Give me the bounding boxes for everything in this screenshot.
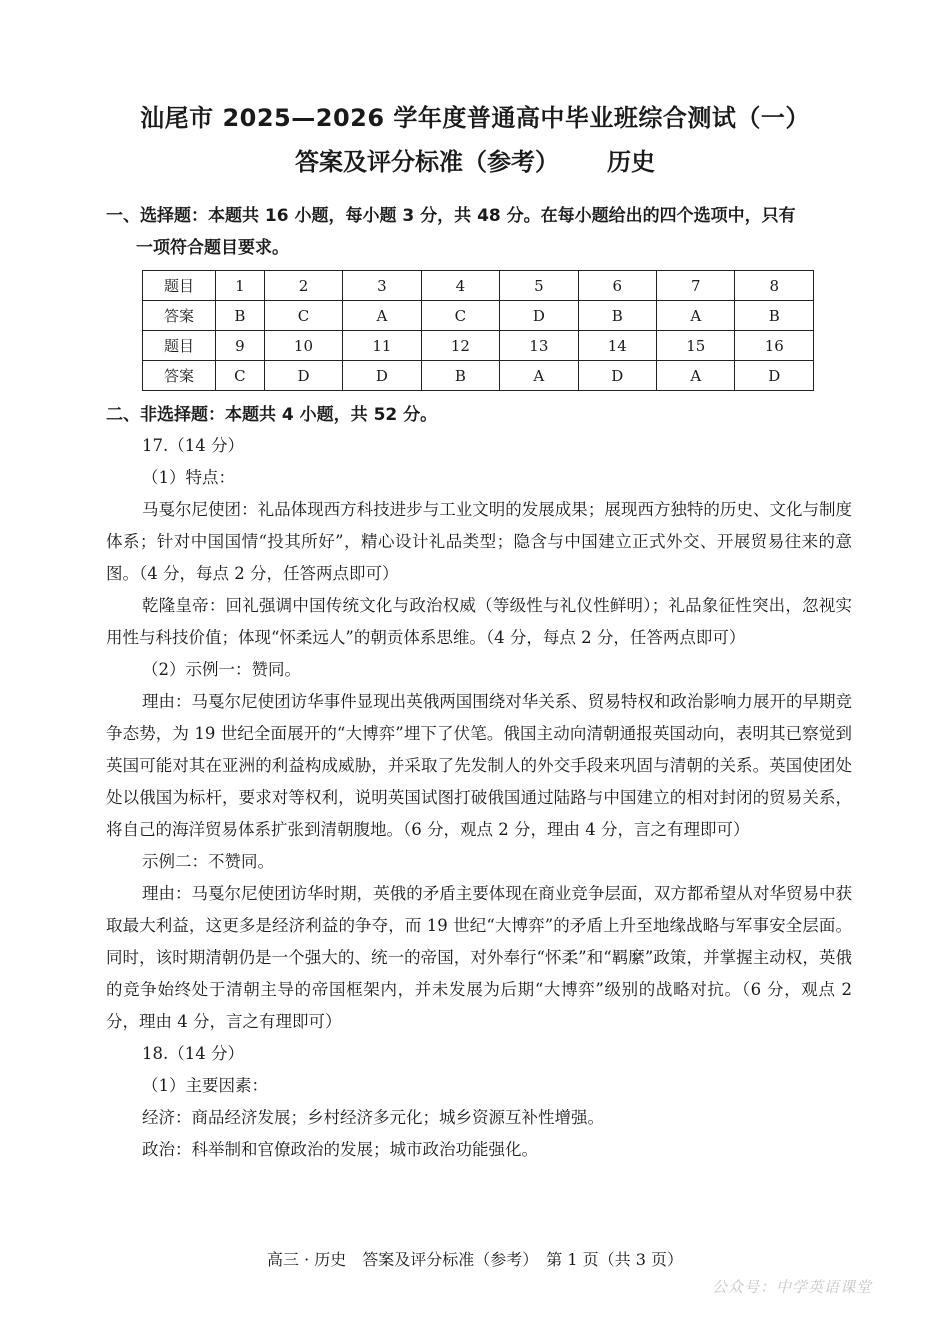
table-cell: 14 [578,331,656,361]
answer-table [142,270,814,391]
document-subtitle [0,142,950,177]
section1-line1: 一、选择题：本题共 16 小题，每小题 3 分，共 48 分。在每小题给出的四个选项中，只有 [106,206,796,226]
table-row [143,361,814,391]
table-cell: B [421,361,499,391]
document-title: 汕尾市 2025—2026 学年度普通高中毕业班综合测试（一） [140,104,810,132]
table-cell: 1 [216,271,265,301]
table-cell: 15 [657,331,735,361]
answer-body [106,430,852,1166]
table-cell: 4 [421,271,499,301]
table-cell: B [216,301,265,331]
subject-label: 历史 [607,148,655,176]
table-cell: 12 [421,331,499,361]
table-cell: 8 [735,271,814,301]
table-cell: 6 [578,271,656,301]
table-cell: 5 [500,271,578,301]
table-cell: C [216,361,265,391]
table-row [143,301,814,331]
section1-heading [106,200,856,264]
subtitle-text: 答案及评分标准（参考） [295,148,559,176]
table-cell: 答案 [143,301,216,331]
table-cell: 11 [343,331,421,361]
page-footer: 高三 · 历史 答案及评分标准（参考） 第 1 页（共 3 页） [267,1250,683,1269]
table-cell: A [500,361,578,391]
table-cell: A [343,301,421,331]
table-cell: 9 [216,331,265,361]
table-cell: 题目 [143,271,216,301]
q18-heading: 18.（14 分） [142,1044,244,1063]
table-cell: 题目 [143,331,216,361]
table-cell: 答案 [143,361,216,391]
table-cell: C [421,301,499,331]
table-cell: 7 [657,271,735,301]
table-cell: D [735,361,814,391]
table-row [143,271,814,301]
q18-part1-label: （1）主要因素： [142,1076,268,1095]
table-cell: D [578,361,656,391]
table-cell: D [343,361,421,391]
table-cell: 10 [264,331,342,361]
q17-macartney-paragraph: 马戛尔尼使团：礼品体现西方科技进步与工业文明的发展成果；展现西方独特的历史、文化与制度体系；针对中国国情“投其所好”，精心设计礼品类型；隐含与中国建立正式外交、开展贸易往来的意图。（4 分，每点 2 分，任答两点即可） [106,500,852,583]
table-row [143,331,814,361]
section1-line2: 一项符合题目要求。 [136,238,289,258]
table-cell: A [657,301,735,331]
q17-reason2-paragraph: 理由：马戛尔尼使团访华时期，英俄的矛盾主要体现在商业竞争层面，双方都希望从对华贸易中获取最大利益，这更多是经济利益的争夺，而 19 世纪“大博弈”的矛盾上升至地缘战略与军事安全层面。同时，该时期清朝仍是一个强大的、统一的帝国，对外奉行“怀柔”和“羁縻”政策，并掌握主动权，英俄的竞争始终处于清朝主导的帝国框架内，并未发展为后期“大博弈”级别的战略对抗。（6 分，观点 2 分，理由 4 分，言之有理即可） [106,884,852,1031]
q17-part1-label: （1）特点： [142,468,235,487]
table-cell: 2 [264,271,342,301]
table-cell: A [657,361,735,391]
q18-politics-line: 政治：科举制和官僚政治的发展；城市政治功能强化。 [142,1140,538,1159]
table-cell: 13 [500,331,578,361]
q17-heading: 17.（14 分） [142,436,244,455]
q18-economy-line: 经济：商品经济发展；乡村经济多元化；城乡资源互补性增强。 [142,1108,604,1127]
table-cell: D [264,361,342,391]
table-cell: D [500,301,578,331]
q17-example2-label: 示例二：不赞同。 [142,852,274,871]
section2-heading: 二、非选择题：本题共 4 小题，共 52 分。 [106,405,438,425]
q17-part2-label: （2）示例一：赞同。 [142,660,301,679]
table-cell: C [264,301,342,331]
watermark: 公众号：中学英语课堂 [711,1278,872,1296]
q17-qianlong-paragraph: 乾隆皇帝：回礼强调中国传统文化与政治权威（等级性与礼仪性鲜明）；礼品象征性突出，忽视实用性与科技价值；体现“怀柔远人”的朝贡体系思维。（4 分，每点 2 分，任答两点即可） [106,596,852,647]
table-cell: B [578,301,656,331]
table-cell: 3 [343,271,421,301]
table-cell: B [735,301,814,331]
table-cell: 16 [735,331,814,361]
q17-reason1-paragraph: 理由：马戛尔尼使团访华事件显现出英俄两国围绕对华关系、贸易特权和政治影响力展开的早期竞争态势，为 19 世纪全面展开的“大博弈”埋下了伏笔。俄国主动向清朝通报英国动向，表明其已察觉到英国可能对其在亚洲的利益构成威胁，并采取了先发制人的外交手段来巩固与清朝的关系。英国使团处处以俄国为标杆，要求对等权利，说明英国试图打破俄国通过陆路与中国建立的相对封闭的贸易关系，将自己的海洋贸易体系扩张到清朝腹地。（6 分，观点 2 分，理由 4 分，言之有理即可） [106,692,852,839]
